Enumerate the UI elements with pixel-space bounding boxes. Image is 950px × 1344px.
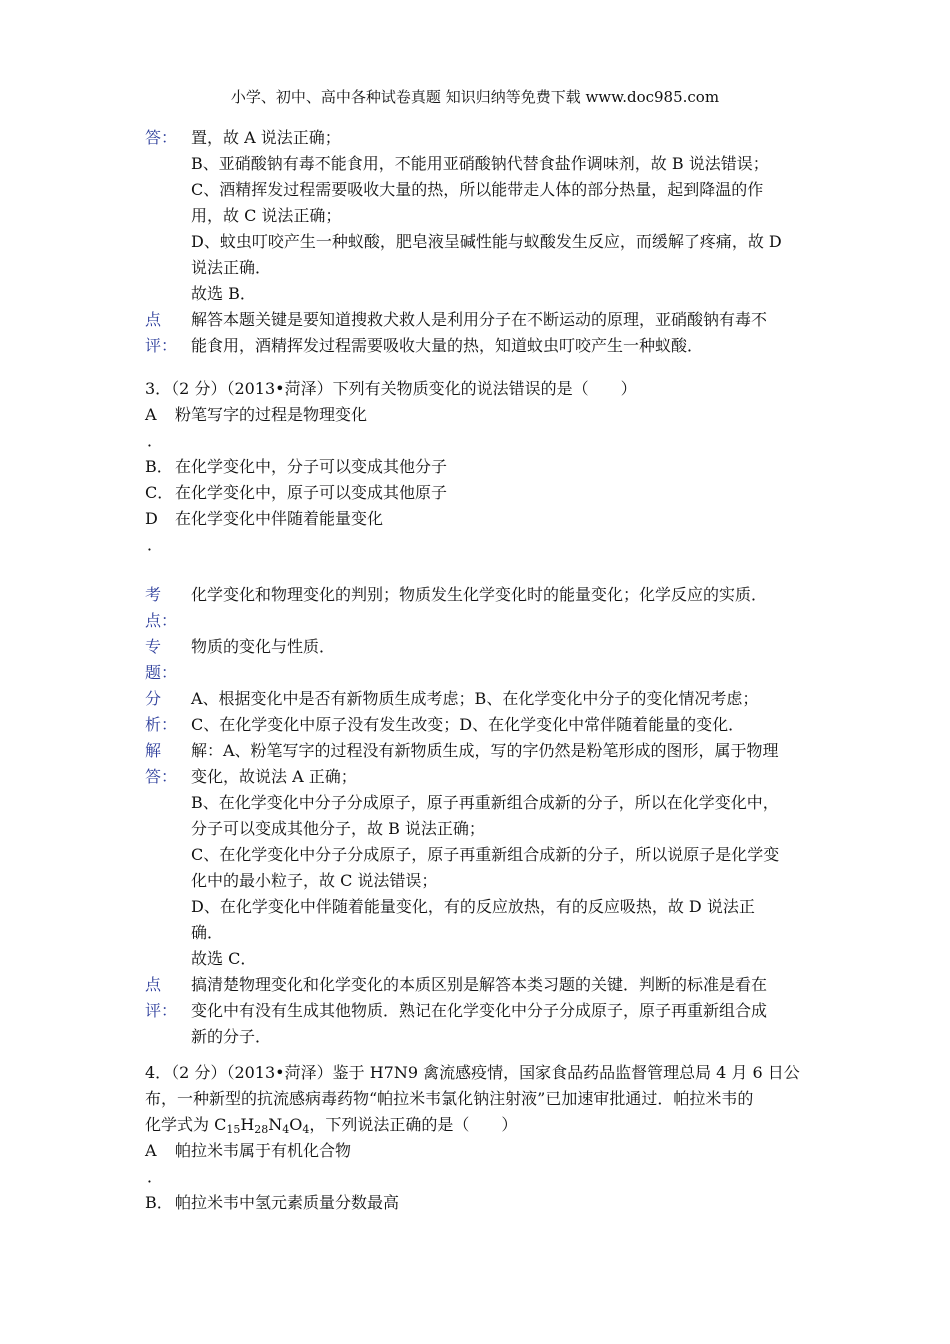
jieda-line: 解：A、粉笔写字的过程没有新物质生成，写的字仍然是粉笔形成的图形，属于物理 <box>191 741 779 760</box>
comment-line: 能食用，酒精挥发过程需要吸收大量的热，知道蚊虫叮咬产生一种蚁酸． <box>191 336 704 355</box>
jieda-label: 答： <box>145 767 178 786</box>
jieda-line: 故选 C． <box>191 949 257 968</box>
jieda-line: C、在化学变化中分子分成原子，原子再重新组合成新的分子，所以说原子是化学变 <box>191 845 780 864</box>
fenxi-label: 析： <box>145 715 178 734</box>
option-dot: ． <box>147 535 164 554</box>
answer-line: C、酒精挥发过程需要吸收大量的热，所以能带走人体的部分热量，起到降温的作 <box>191 180 764 199</box>
question-stem-formula: 化学式为 $C_{15}H_{28}N_4O_4$，下列说法正确的是（ ） <box>145 1115 518 1136</box>
option-letter: A <box>145 1141 157 1160</box>
question-stem: 3．（2 分）（2013•菏泽）下列有关物质变化的说法错误的是（ ） <box>145 379 637 398</box>
question-stem: 4．（2 分）（2013•菏泽）鉴于 H7N9 禽流感疫情，国家食品药品监督管理总局 4 月 6 日公 <box>145 1063 800 1082</box>
dianping-line: 新的分子． <box>191 1027 272 1046</box>
dianping-line: 搞清楚物理变化和化学变化的本质区别是解答本类习题的关键．判断的标准是看在 <box>191 975 768 994</box>
comment-label: 点 <box>145 310 162 329</box>
jieda-line: 分子可以变成其他分子，故 B 说法正确； <box>191 819 485 838</box>
option-letter: A <box>145 405 157 424</box>
answer-line: 故选 B． <box>191 284 256 303</box>
q2-answer-section <box>145 125 815 359</box>
answer-line: 说法正确． <box>191 258 272 277</box>
jieda-line: 化中的最小粒子，故 C 说法错误； <box>191 871 438 890</box>
option-dot: ． <box>147 431 164 450</box>
option-text: 在化学变化中，分子可以变成其他分子 <box>175 457 448 476</box>
answer-line: 置，故 A 说法正确； <box>191 128 341 147</box>
fenxi-line: A、根据变化中是否有新物质生成考虑；B、在化学变化中分子的变化情况考虑； <box>191 689 759 708</box>
option-text: 粉笔写字的过程是物理变化 <box>175 405 368 424</box>
answer-line: 用，故 C 说法正确； <box>191 206 342 225</box>
kaodian-text: 化学变化和物理变化的判别；物质发生化学变化时的能量变化；化学反应的实质． <box>191 585 768 604</box>
question-4 <box>145 1060 815 1216</box>
comment-line: 解答本题关键是要知道搜救犬救人是利用分子在不断运动的原理，亚硝酸钠有毒不 <box>191 310 768 329</box>
option-text: 帕拉米韦中氢元素质量分数最高 <box>175 1193 400 1212</box>
option-letter: C． <box>145 483 174 502</box>
fenxi-line: C、在化学变化中原子没有发生改变；D、在化学变化中常伴随着能量的变化． <box>191 715 745 734</box>
option-dot: ． <box>147 1167 164 1186</box>
q3-analysis <box>145 582 815 1050</box>
zhuanti-label: 题： <box>145 663 178 682</box>
question-3 <box>145 376 815 558</box>
jieda-label: 解 <box>145 741 162 760</box>
answer-line: D、蚊虫叮咬产生一种蚁酸，肥皂液呈碱性能与蚁酸发生反应，而缓解了疼痛，故 D <box>191 232 782 251</box>
kaodian-label: 考 <box>145 585 162 604</box>
question-stem: 布，一种新型的抗流感病毒药物“帕拉米韦氯化钠注射液”已加速审批通过．帕拉米韦的 <box>145 1089 754 1108</box>
option-letter: D <box>145 509 158 528</box>
zhuanti-text: 物质的变化与性质． <box>191 637 336 656</box>
comment-label: 评： <box>145 336 178 355</box>
jieda-line: B、在化学变化中分子分成原子，原子再重新组合成新的分子，所以在化学变化中， <box>191 793 779 812</box>
option-text: 在化学变化中伴随着能量变化 <box>175 509 384 528</box>
zhuanti-label: 专 <box>145 637 162 656</box>
dianping-line: 变化中有没有生成其他物质．熟记在化学变化中分子分成原子，原子再重新组合成 <box>191 1001 768 1020</box>
jieda-line: 确． <box>191 923 224 942</box>
page-header: 小学、初中、高中各种试卷真题 知识归纳等免费下载 www.doc985.com <box>230 88 720 106</box>
option-letter: B． <box>145 457 173 476</box>
option-text: 帕拉米韦属于有机化合物 <box>175 1141 352 1160</box>
answer-label: 答： <box>145 128 178 147</box>
dianping-label: 点 <box>145 975 162 994</box>
answer-line: B、亚硝酸钠有毒不能食用，不能用亚硝酸钠代替食盐作调味剂，故 B 说法错误； <box>191 154 769 173</box>
kaodian-label: 点： <box>145 611 178 630</box>
option-letter: B． <box>145 1193 173 1212</box>
dianping-label: 评： <box>145 1001 178 1020</box>
jieda-line: D、在化学变化中伴随着能量变化，有的反应放热，有的反应吸热，故 D 说法正 <box>191 897 755 916</box>
jieda-line: 变化，故说法 A 正确； <box>191 767 357 786</box>
option-text: 在化学变化中，原子可以变成其他原子 <box>175 483 448 502</box>
fenxi-label: 分 <box>145 689 162 708</box>
